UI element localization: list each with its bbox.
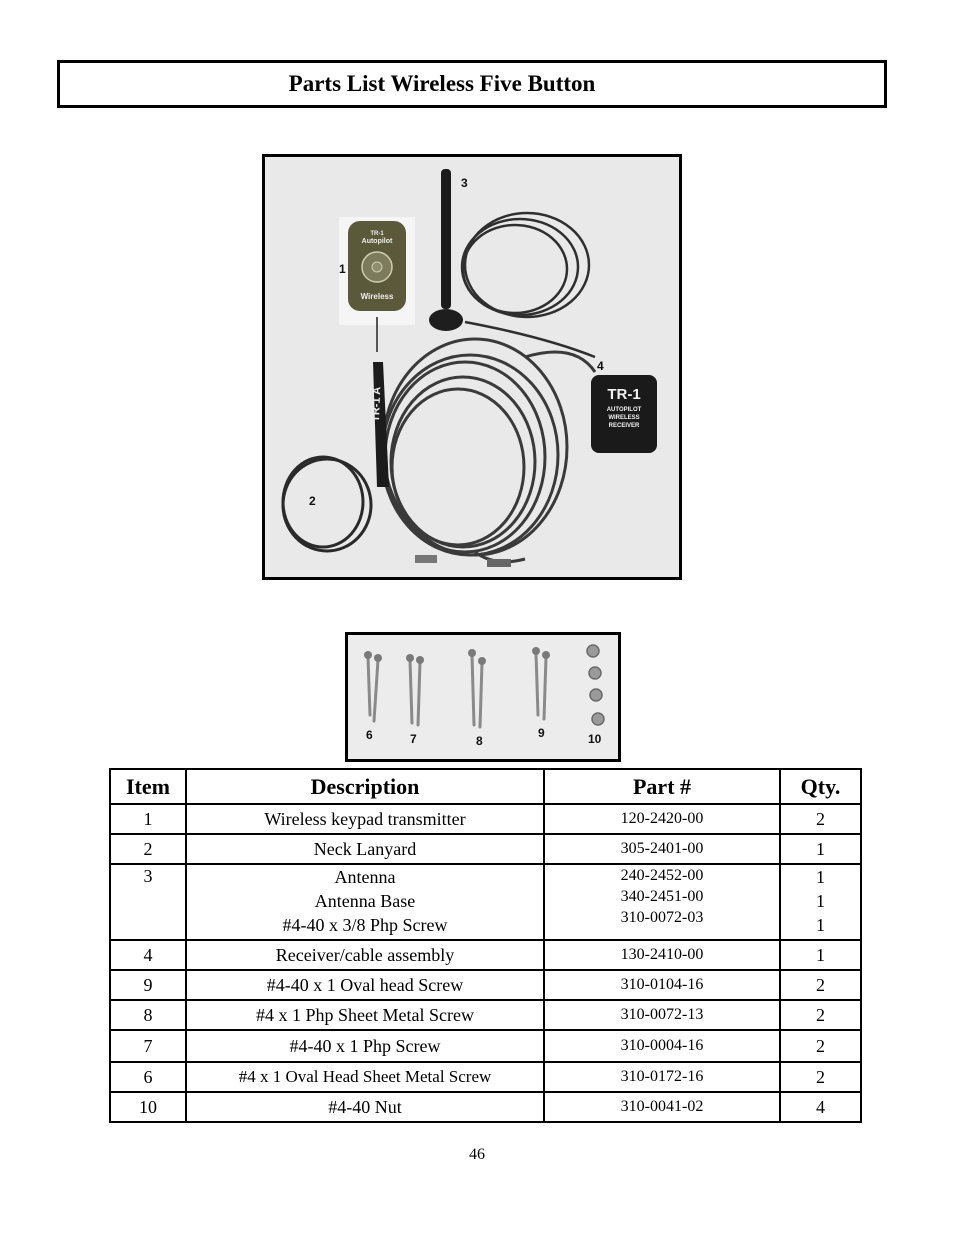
table-header-row <box>110 769 861 804</box>
cell-qty: 1 <box>780 940 861 970</box>
cell-item: 7 <box>110 1030 186 1062</box>
callout-2: 2 <box>309 494 316 508</box>
cell-part: 310-0172-16 <box>544 1062 780 1092</box>
receiver-line1: AUTOPILOT <box>606 407 642 413</box>
callout-9: 9 <box>538 726 545 740</box>
transmitter-model: TR-1 <box>370 231 384 237</box>
header-qty: Qty. <box>780 769 861 804</box>
hardware-photo-illustration <box>348 635 618 759</box>
cell-description: #4 x 1 Oval Head Sheet Metal Screw <box>186 1062 544 1092</box>
callout-7: 7 <box>410 732 417 746</box>
cell-description <box>186 864 544 940</box>
cell-part: 310-0041-02 <box>544 1092 780 1122</box>
cell-description: #4-40 x 1 Php Screw <box>186 1030 544 1062</box>
cell-qty: 4 <box>780 1092 861 1122</box>
product-photo-illustration <box>265 157 679 577</box>
cell-item: 3 <box>110 864 186 940</box>
callout-1: 1 <box>339 262 346 276</box>
page-title: Parts List Wireless Five Button <box>288 71 596 96</box>
cell-qty: 1 <box>780 834 861 864</box>
cell-description: Wireless keypad transmitter <box>186 804 544 834</box>
receiver-line2: WIRELESS <box>608 415 640 421</box>
cell-item: 10 <box>110 1092 186 1122</box>
parts-table <box>109 768 862 1123</box>
table-row <box>110 1062 861 1092</box>
cell-item: 8 <box>110 1000 186 1030</box>
cell-part <box>544 864 780 940</box>
qty-line: 1 <box>816 867 825 887</box>
cell-qty: 2 <box>780 1030 861 1062</box>
cell-item: 9 <box>110 970 186 1000</box>
cell-description: Receiver/cable assembly <box>186 940 544 970</box>
cell-item: 1 <box>110 804 186 834</box>
cell-item: 4 <box>110 940 186 970</box>
cell-description: #4-40 x 1 Oval head Screw <box>186 970 544 1000</box>
table-row <box>110 1092 861 1122</box>
cell-description: Neck Lanyard <box>186 834 544 864</box>
table-row <box>110 834 861 864</box>
cell-description: #4 x 1 Php Sheet Metal Screw <box>186 1000 544 1030</box>
cell-description: #4-40 Nut <box>186 1092 544 1122</box>
callout-8: 8 <box>476 734 483 748</box>
callout-4: 4 <box>597 359 604 373</box>
callout-10: 10 <box>588 732 602 746</box>
table-row <box>110 864 861 940</box>
page-number: 46 <box>469 1146 485 1163</box>
transmitter-label: Wireless <box>360 292 394 301</box>
cell-part: 130-2410-00 <box>544 940 780 970</box>
cell-part: 305-2401-00 <box>544 834 780 864</box>
cell-qty: 2 <box>780 970 861 1000</box>
cell-item: 2 <box>110 834 186 864</box>
header-item: Item <box>110 769 186 804</box>
cell-qty <box>780 864 861 940</box>
description-line: #4-40 x 3/8 Php Screw <box>282 915 448 935</box>
cell-qty: 2 <box>780 804 861 834</box>
description-line: Antenna Base <box>314 891 416 911</box>
product-photo <box>262 154 682 580</box>
title-box <box>57 60 887 108</box>
hardware-photo <box>345 632 621 762</box>
lanyard-text: TR-1 A <box>370 386 384 423</box>
cell-qty: 2 <box>780 1062 861 1092</box>
receiver-model: TR-1 <box>607 386 641 403</box>
cell-item: 6 <box>110 1062 186 1092</box>
cell-part: 310-0104-16 <box>544 970 780 1000</box>
table-row <box>110 1000 861 1030</box>
description-line: Antenna <box>334 867 396 887</box>
cell-part: 310-0072-13 <box>544 1000 780 1030</box>
transmitter-brand: Autopilot <box>361 238 393 245</box>
cell-part: 120-2420-00 <box>544 804 780 834</box>
table-row <box>110 804 861 834</box>
part-line: 240-2452-00 <box>620 867 704 884</box>
table-row <box>110 940 861 970</box>
callout-3: 3 <box>461 176 468 190</box>
table-row <box>110 970 861 1000</box>
table-row <box>110 1030 861 1062</box>
qty-line: 1 <box>816 915 825 935</box>
cell-part: 310-0004-16 <box>544 1030 780 1062</box>
callout-6: 6 <box>366 728 373 742</box>
header-part: Part # <box>544 769 780 804</box>
header-description: Description <box>186 769 544 804</box>
cell-qty: 2 <box>780 1000 861 1030</box>
qty-line: 1 <box>816 891 825 911</box>
part-line: 310-0072-03 <box>620 909 704 926</box>
receiver-line3: RECEIVER <box>608 423 640 429</box>
part-line: 340-2451-00 <box>620 888 704 905</box>
